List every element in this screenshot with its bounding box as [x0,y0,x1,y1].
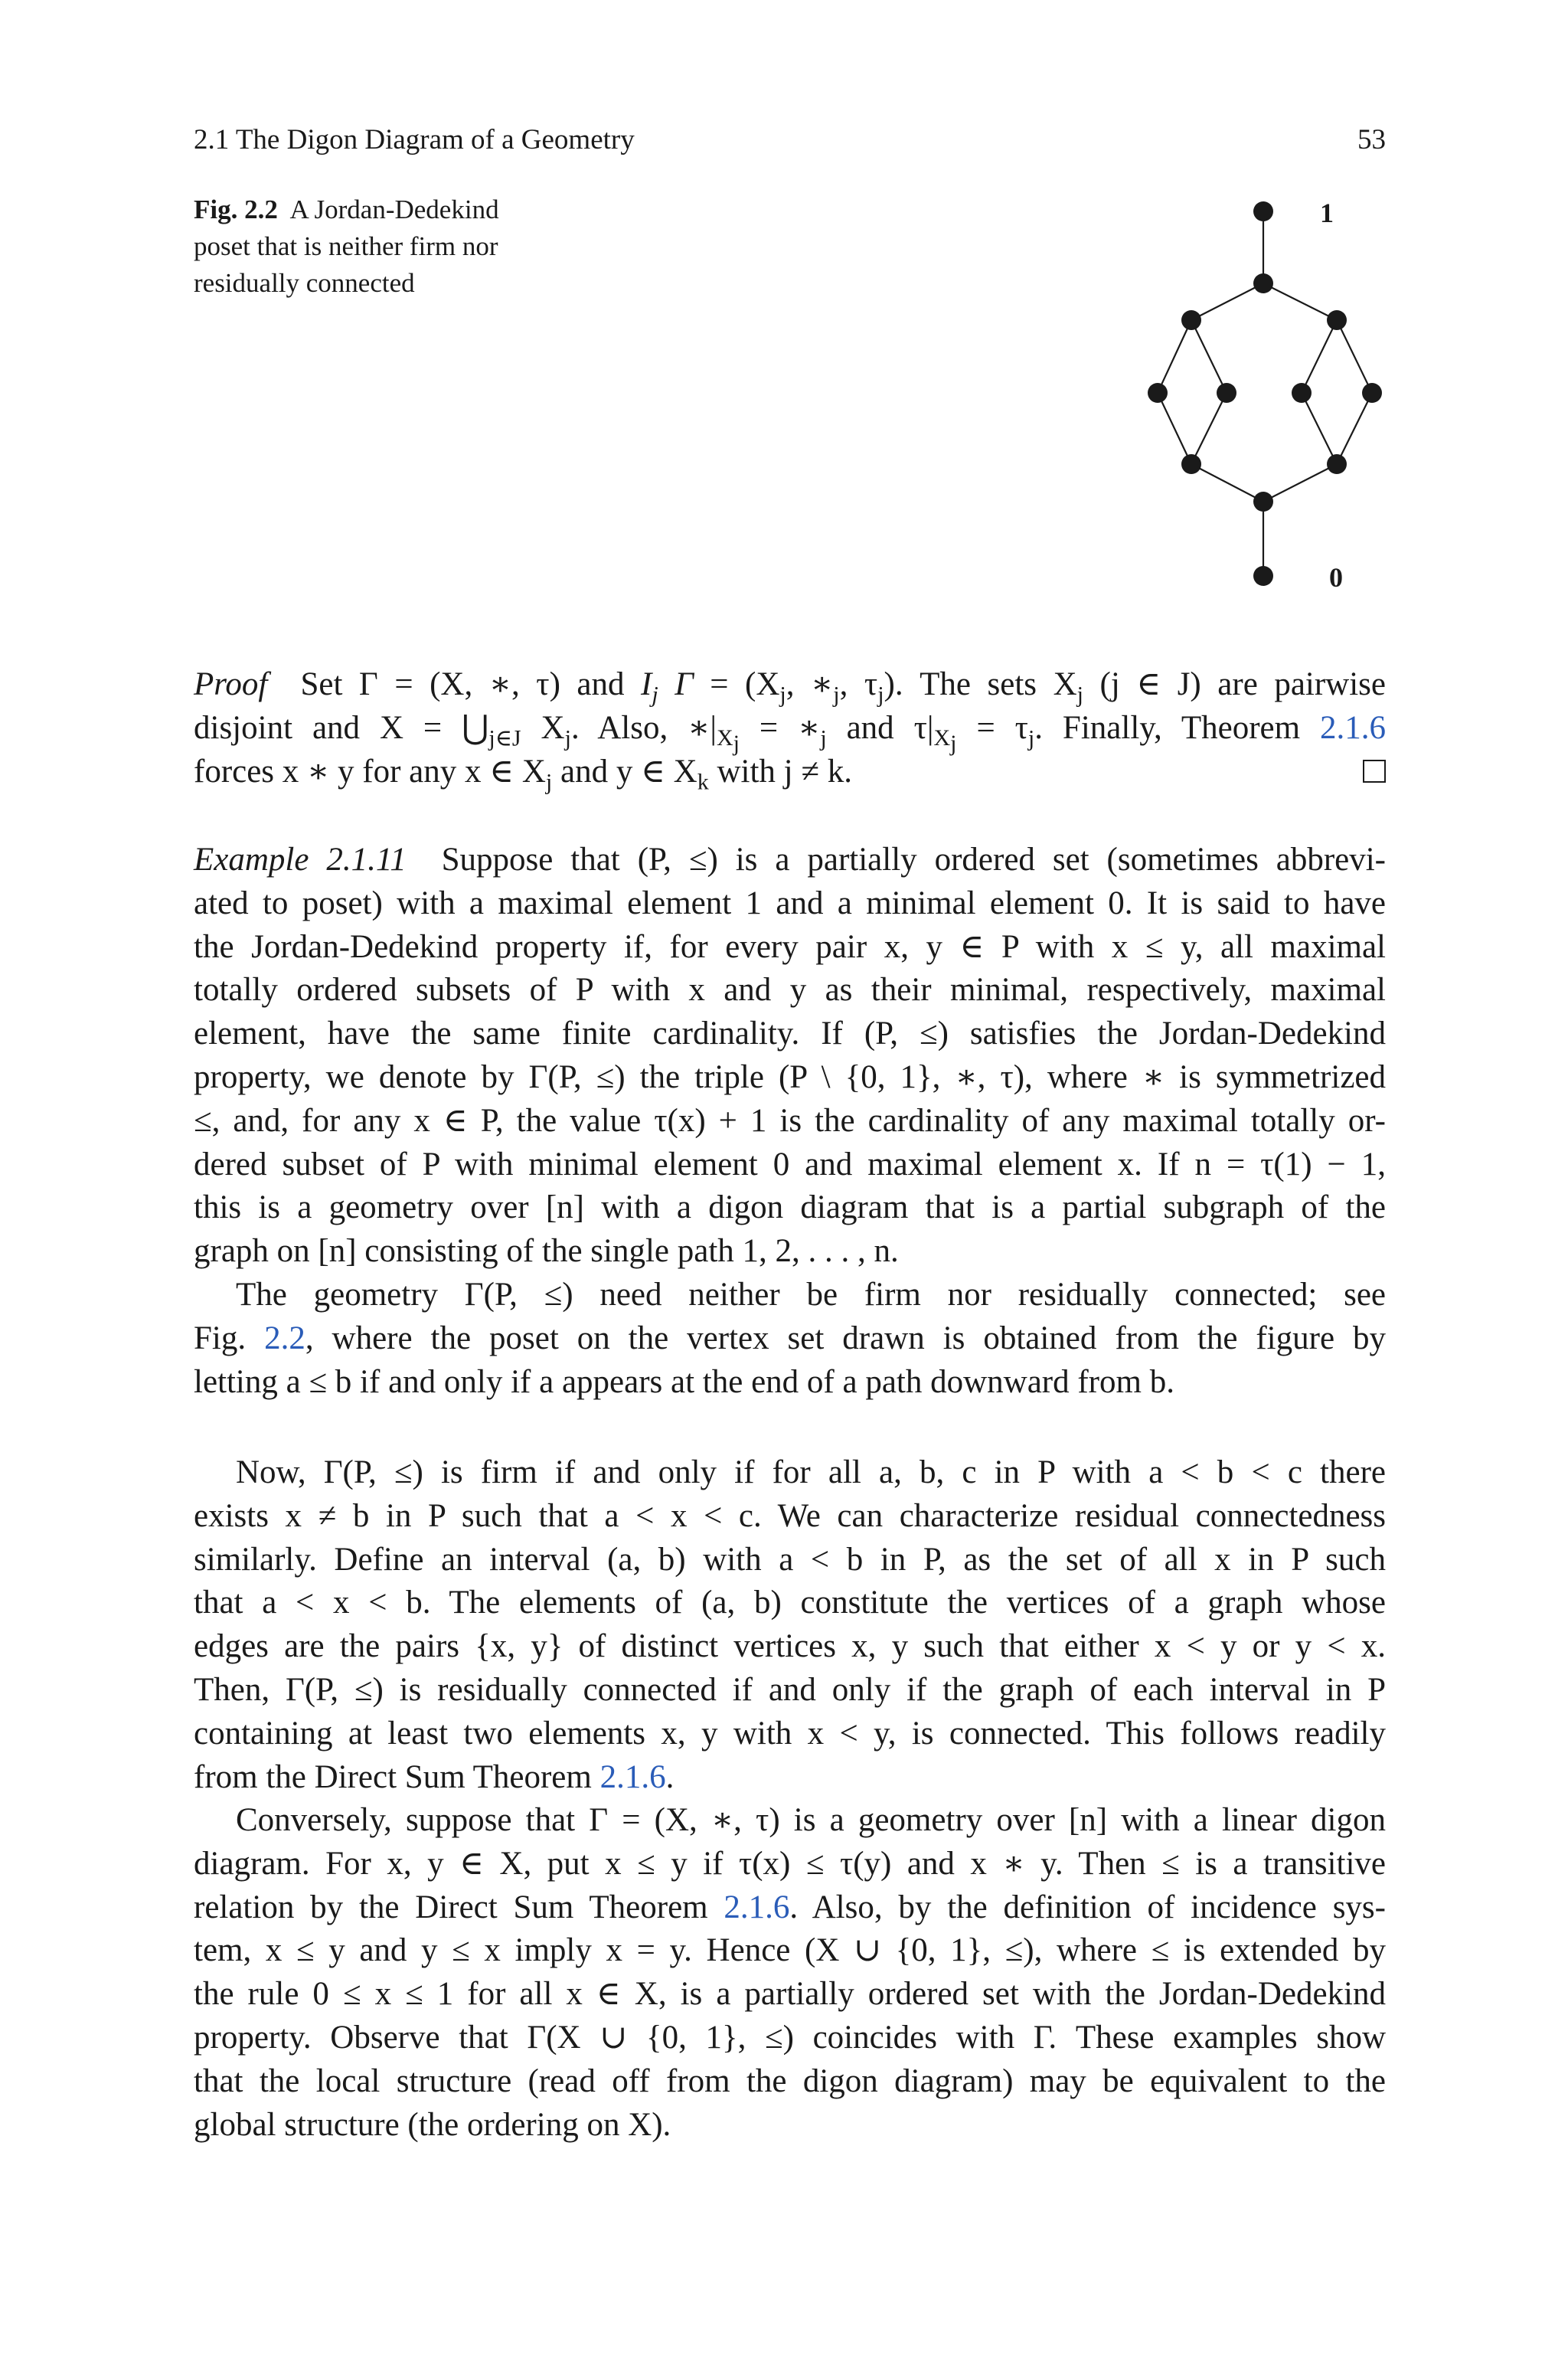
example-block [194,839,1386,1404]
edge [1191,464,1263,502]
vertex [1253,273,1273,293]
caption-line-2: poset that is neither firm nor [194,231,498,261]
edge [1263,464,1337,502]
example-lead: Example 2.1.11 [194,842,407,878]
caption-line-1: A Jordan-Dedekind [289,195,499,224]
paragraph-text: relation by the Direct Sum Theorem [194,1889,724,1925]
example-line [194,839,1386,882]
example-line: totally ordered subsets of P with x and y as their minimal, respectively, maximal [194,972,1386,1009]
paragraph-line: relation by the Direct Sum Theorem 2.1.6. Also, by the definition of incidence sys- [194,1889,1386,1925]
edge [1191,283,1263,320]
proof-line-3: forces x ∗ y for any x ∈ $X_j$ and y ∈ $X_k$ with j ≠ k. [194,751,1386,794]
paragraph-line: Conversely, suppose that Γ = (X, ∗, τ) is a geometry over [n] with a linear digon [236,1802,1386,1838]
vertex [1253,492,1273,512]
example-line: this is a geometry over [n] with a digon diagram that is a partial subgraph of the [194,1189,1386,1226]
paragraph-line: that the local structure (read off from the digon diagram) may be equivalent to the [194,2062,1386,2099]
vertex [1181,310,1201,330]
section-title: 2.1 The Digon Diagram of a Geometry [194,124,635,155]
paragraph-line: diagram. For x, y ∈ X, put x ≤ y if τ(x) ≤ τ(y) and x ∗ y. Then ≤ is a transitive [194,1845,1386,1882]
vertex [1327,310,1347,330]
edge [1337,320,1372,393]
figure-link[interactable]: 2.2 [264,1320,305,1356]
paragraph-line: global structure (the ordering on X). [194,2106,671,2143]
proof-block [194,663,1386,793]
edge [1191,393,1227,464]
vertex [1148,383,1168,403]
edge [1302,320,1337,393]
paragraph-line: tem, x ≤ y and y ≤ x imply x = y. Hence (X ∪ {0, 1}, ≤), where ≤ is extended by [194,1932,1386,1969]
edge [1263,283,1337,320]
example-line: The geometry Γ(P, ≤) need neither be firm nor residually connected; see [236,1276,1386,1313]
edge [1302,393,1337,464]
paragraph-line: Now, Γ(P, ≤) is firm if and only if for all a, b, c in P with a < b < c there [236,1454,1386,1490]
theorem-link[interactable]: 2.1.6 [1320,709,1386,746]
poset-vertices [1148,201,1382,586]
paragraph-line: Then, Γ(P, ≤) is residually connected if and only if the graph of each interval in P [194,1671,1386,1708]
example-line: property, we denote by Γ(P, ≤) the triple (P \ {0, 1}, ∗, τ), where ∗ is symmetrized [194,1058,1386,1095]
example-line: letting a ≤ b if and only if a appears at the end of a path downward from b. [194,1363,1174,1400]
vertex [1362,383,1382,403]
page-number: 53 [1357,124,1386,155]
paragraph-line: edges are the pairs {x, y} of distinct vertices x, y such that either x < y or y < x. [194,1628,1386,1665]
paragraph-text: from the Direct Sum Theorem [194,1758,600,1795]
poset-edges [1158,211,1372,576]
example-line: ≤, and, for any x ∈ P, the value τ(x) + 1 is the cardinality of any maximal totally or- [194,1102,1386,1139]
paragraph-firm [194,1451,1386,1799]
example-line: dered subset of P with minimal element 0 and maximal element x. If n = τ(1) − 1, [194,1146,1386,1182]
qed-box-icon [1363,760,1386,783]
paragraph-line: property. Observe that Γ(X ∪ {0, 1}, ≤) coincides with Γ. These examples show [194,2019,1386,2056]
edge [1158,320,1191,393]
example-line: element, have the same finite cardinality. If (P, ≤) satisfies the Jordan-Dedekind [194,1016,1386,1052]
vertex [1292,383,1312,403]
proof-line-2: disjoint and $X = ⋃_{j\in J}$ $X_j$. Also, $∗|_{X_j}$ = $∗_j$ and $\tau|_{X_j} = \tau_j$. Finally, Theorem 2.1.6 [194,709,1386,757]
paragraph-line: the rule 0 ≤ x ≤ 1 for all x ∈ X, is a partially ordered set with the Jordan-Dedekind [194,1976,1386,2013]
example-text: Suppose that (P, ≤) is a partially ordered set (sometimes abbrevi- [441,842,1386,878]
edge [1158,393,1191,464]
paragraph-line: that a < x < b. The elements of (a, b) constitute the vertices of a graph whose [194,1585,1386,1621]
edge [1337,393,1372,464]
vertex-top [1253,201,1273,221]
vertex [1217,383,1236,403]
vertex [1327,454,1347,474]
paragraph-conversely [194,1799,1386,2147]
paragraph-line: containing at least two elements x, y with x < y, is connected. This follows readily [194,1715,1386,1752]
example-line: ated to poset) with a maximal element 1 and a minimal element 0. It is said to have [194,885,1386,921]
figure-label: Fig. 2.2 [194,195,278,224]
example-line: Fig. 2.2, where the poset on the vertex set drawn is obtained from the figure by [194,1320,1386,1356]
theorem-link[interactable]: 2.1.6 [724,1889,790,1925]
top-element-label: 1 [1320,198,1334,228]
caption-line-3: residually connected [194,268,415,298]
example-line: the Jordan-Dedekind property if, for every pair x, y ∈ P with x ≤ y, all maximal [194,928,1386,965]
proof-text: Set Γ = (X, ∗, τ) and [300,666,642,702]
theorem-link[interactable]: 2.1.6 [599,1758,666,1795]
example-line: graph on [n] consisting of the single path 1, 2, . . . , n. [194,1233,899,1270]
proof-lead: Proof [194,666,268,702]
proof-text: forces x ∗ y for any x ∈ X [194,753,546,790]
vertex-bottom [1253,566,1273,586]
bottom-element-label: 0 [1329,562,1343,593]
edge [1191,320,1227,393]
poset-hasse-diagram [0,0,1568,651]
proof-line-1: Proof Set Γ = (X, ∗, τ) and $I_j$ $\Gamma = (X_j$, $∗_j$, $\tau_j$). The sets $X_j$ (j ∈ J) are pairwise [194,666,1386,708]
paragraph-line: exists x ≠ b in P such that a < x < c. We can characterize residual connectedness [194,1497,1386,1534]
proof-text: disjoint and X = ⋃ [194,709,489,746]
paragraph-line: from the Direct Sum Theorem 2.1.6. [194,1758,675,1795]
paragraph-line: similarly. Define an interval (a, b) with a < b in P, as the set of all x in P such [194,1541,1386,1578]
vertex [1181,454,1201,474]
